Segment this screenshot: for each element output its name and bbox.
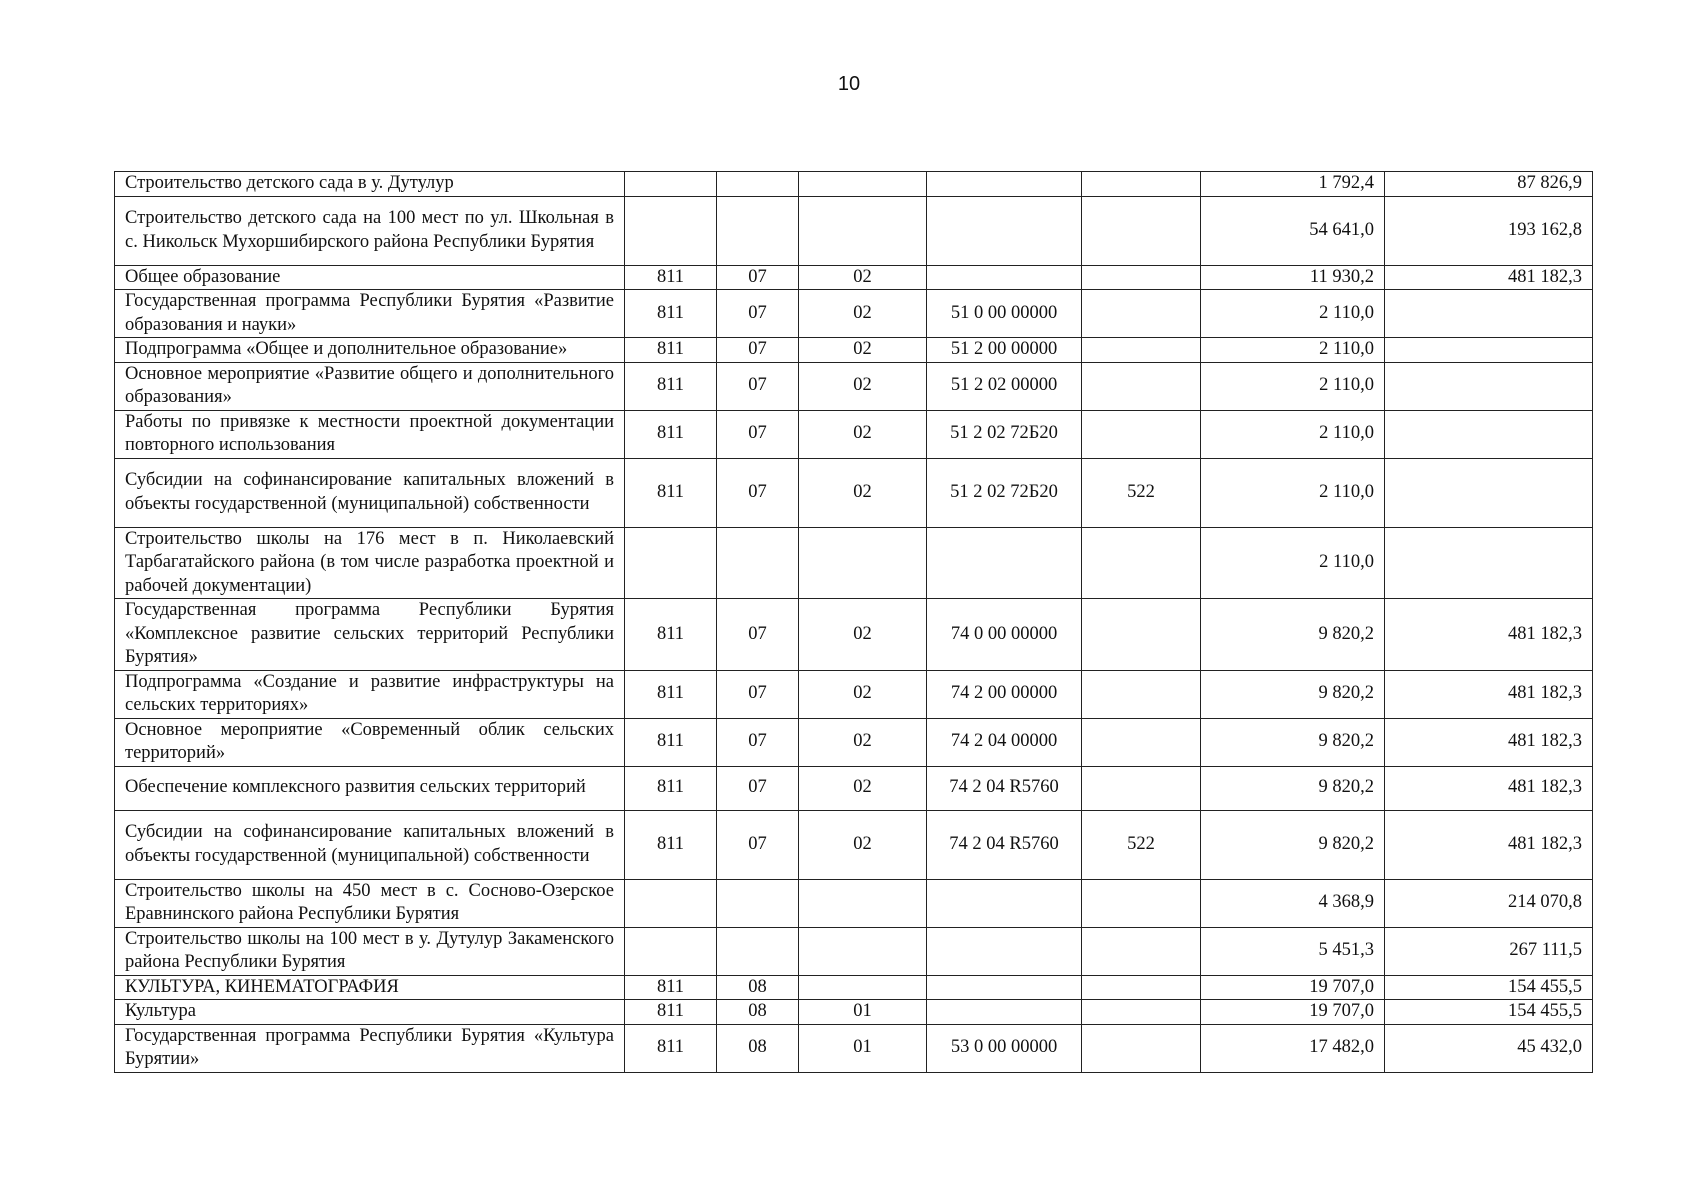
row-section-code: 07 [717,338,799,363]
row-target-article: 53 0 00 00000 [927,1024,1082,1072]
row-section-code: 07 [717,410,799,458]
row-amount-1: 9 820,2 [1201,810,1385,879]
row-amount-1: 54 641,0 [1201,196,1385,265]
row-amount-1: 2 110,0 [1201,362,1385,410]
row-subsection-code [799,927,927,975]
row-expense-type: 522 [1082,810,1201,879]
row-name: КУЛЬТУРА, КИНЕМАТОГРАФИЯ [115,975,625,1000]
row-ministry-code: 811 [625,1000,717,1025]
row-expense-type [1082,1000,1201,1025]
row-subsection-code: 01 [799,1024,927,1072]
row-amount-1: 9 820,2 [1201,718,1385,766]
table-row [115,810,1593,879]
table-row [115,362,1593,410]
row-expense-type [1082,1024,1201,1072]
row-subsection-code: 02 [799,290,927,338]
row-expense-type [1082,879,1201,927]
row-amount-1: 1 792,4 [1201,172,1385,197]
table-row [115,290,1593,338]
row-section-code: 07 [717,458,799,527]
row-subsection-code [799,527,927,599]
row-ministry-code: 811 [625,766,717,810]
row-subsection-code: 02 [799,410,927,458]
row-amount-1: 9 820,2 [1201,599,1385,671]
row-target-article [927,1000,1082,1025]
row-amount-1: 2 110,0 [1201,410,1385,458]
row-amount-1: 5 451,3 [1201,927,1385,975]
table-row [115,172,1593,197]
table-row [115,527,1593,599]
row-target-article [927,172,1082,197]
row-section-code [717,879,799,927]
row-amount-2: 481 182,3 [1385,265,1593,290]
table-row [115,196,1593,265]
row-amount-1: 4 368,9 [1201,879,1385,927]
table-row [115,718,1593,766]
row-name: Государственная программа Республики Бурятия «Развитие образования и науки» [115,290,625,338]
row-section-code: 07 [717,718,799,766]
row-target-article [927,527,1082,599]
row-target-article [927,975,1082,1000]
row-section-code: 08 [717,975,799,1000]
row-amount-2 [1385,410,1593,458]
row-target-article: 51 2 00 00000 [927,338,1082,363]
row-ministry-code [625,172,717,197]
row-ministry-code [625,527,717,599]
row-name: Субсидии на софинансирование капитальных вложений в объекты государственной (муниципальной) собственности [115,458,625,527]
row-section-code: 07 [717,290,799,338]
row-expense-type [1082,362,1201,410]
row-subsection-code: 02 [799,718,927,766]
row-name: Основное мероприятие «Развитие общего и дополнительного образования» [115,362,625,410]
row-name: Работы по привязке к местности проектной документации повторного использования [115,410,625,458]
row-section-code: 07 [717,265,799,290]
row-subsection-code: 02 [799,362,927,410]
row-target-article [927,265,1082,290]
row-expense-type [1082,338,1201,363]
row-expense-type [1082,172,1201,197]
row-section-code: 07 [717,810,799,879]
row-ministry-code: 811 [625,290,717,338]
row-expense-type [1082,196,1201,265]
row-expense-type [1082,410,1201,458]
row-amount-1: 9 820,2 [1201,766,1385,810]
row-ministry-code: 811 [625,265,717,290]
row-amount-2: 481 182,3 [1385,810,1593,879]
table-row [115,1000,1593,1025]
row-target-article: 74 2 04 R5760 [927,766,1082,810]
budget-table-body [115,172,1593,1073]
row-ministry-code: 811 [625,670,717,718]
row-name: Строительство детского сада в у. Дутулур [115,172,625,197]
row-amount-2: 481 182,3 [1385,599,1593,671]
table-row [115,975,1593,1000]
row-amount-1: 9 820,2 [1201,670,1385,718]
row-amount-1: 2 110,0 [1201,527,1385,599]
row-section-code [717,927,799,975]
row-section-code: 08 [717,1024,799,1072]
row-section-code: 07 [717,670,799,718]
row-expense-type [1082,527,1201,599]
row-amount-1: 2 110,0 [1201,290,1385,338]
row-ministry-code: 811 [625,975,717,1000]
budget-table [114,171,1593,1073]
row-expense-type [1082,290,1201,338]
row-amount-1: 19 707,0 [1201,1000,1385,1025]
row-amount-1: 2 110,0 [1201,458,1385,527]
row-subsection-code: 02 [799,766,927,810]
row-name: Общее образование [115,265,625,290]
row-section-code [717,172,799,197]
row-amount-2 [1385,362,1593,410]
row-amount-1: 2 110,0 [1201,338,1385,363]
table-row [115,1024,1593,1072]
row-expense-type [1082,975,1201,1000]
table-row [115,766,1593,810]
table-row [115,879,1593,927]
row-target-article: 74 2 00 00000 [927,670,1082,718]
row-ministry-code: 811 [625,1024,717,1072]
row-subsection-code: 02 [799,265,927,290]
row-amount-2: 154 455,5 [1385,975,1593,1000]
row-section-code: 08 [717,1000,799,1025]
row-name: Строительство школы на 450 мест в с. Сосново-Озерское Еравнинского района Республики Бурятия [115,879,625,927]
row-target-article: 51 0 00 00000 [927,290,1082,338]
row-amount-1: 19 707,0 [1201,975,1385,1000]
row-expense-type [1082,766,1201,810]
table-row [115,927,1593,975]
row-target-article [927,927,1082,975]
row-target-article: 74 2 04 R5760 [927,810,1082,879]
row-expense-type [1082,670,1201,718]
row-subsection-code [799,975,927,1000]
row-subsection-code [799,196,927,265]
row-expense-type [1082,265,1201,290]
row-amount-2: 87 826,9 [1385,172,1593,197]
row-ministry-code: 811 [625,362,717,410]
row-section-code: 07 [717,599,799,671]
row-ministry-code: 811 [625,599,717,671]
row-target-article: 51 2 02 00000 [927,362,1082,410]
row-amount-2: 193 162,8 [1385,196,1593,265]
row-amount-2: 214 070,8 [1385,879,1593,927]
row-amount-2 [1385,338,1593,363]
row-target-article [927,196,1082,265]
row-subsection-code: 01 [799,1000,927,1025]
row-name: Строительство школы на 176 мест в п. Николаевский Тарбагатайского района (в том числе разработка проектной и рабочей документации) [115,527,625,599]
table-row [115,265,1593,290]
row-amount-2 [1385,527,1593,599]
row-name: Подпрограмма «Общее и дополнительное образование» [115,338,625,363]
row-name: Строительство школы на 100 мест в у. Дутулур Закаменского района Республики Бурятия [115,927,625,975]
row-expense-type [1082,927,1201,975]
row-subsection-code: 02 [799,458,927,527]
row-amount-2 [1385,290,1593,338]
row-ministry-code [625,927,717,975]
row-section-code: 07 [717,766,799,810]
row-name: Государственная программа Республики Бурятия «Культура Бурятии» [115,1024,625,1072]
row-target-article [927,879,1082,927]
table-row [115,338,1593,363]
row-subsection-code: 02 [799,810,927,879]
row-target-article: 51 2 02 72Б20 [927,458,1082,527]
row-subsection-code: 02 [799,670,927,718]
row-expense-type [1082,718,1201,766]
row-expense-type [1082,599,1201,671]
row-target-article: 51 2 02 72Б20 [927,410,1082,458]
row-ministry-code: 811 [625,810,717,879]
row-name: Государственная программа Республики Бурятия «Комплексное развитие сельских территорий Республики Бурятия» [115,599,625,671]
row-amount-2: 267 111,5 [1385,927,1593,975]
table-row [115,458,1593,527]
row-name: Основное мероприятие «Современный облик сельских территорий» [115,718,625,766]
row-amount-2: 481 182,3 [1385,670,1593,718]
row-amount-2: 45 432,0 [1385,1024,1593,1072]
table-row [115,670,1593,718]
row-ministry-code [625,879,717,927]
row-target-article: 74 0 00 00000 [927,599,1082,671]
page-number: 10 [837,73,861,95]
row-name: Строительство детского сада на 100 мест по ул. Школьная в с. Никольск Мухоршибирского района Республики Бурятия [115,196,625,265]
row-section-code: 07 [717,362,799,410]
row-target-article: 74 2 04 00000 [927,718,1082,766]
row-amount-2 [1385,458,1593,527]
row-amount-2: 481 182,3 [1385,718,1593,766]
row-subsection-code [799,172,927,197]
row-amount-1: 17 482,0 [1201,1024,1385,1072]
row-name: Обеспечение комплексного развития сельских территорий [115,766,625,810]
row-subsection-code [799,879,927,927]
row-ministry-code: 811 [625,458,717,527]
row-name: Субсидии на софинансирование капитальных вложений в объекты государственной (муниципальной) собственности [115,810,625,879]
row-amount-1: 11 930,2 [1201,265,1385,290]
row-subsection-code: 02 [799,338,927,363]
row-name: Культура [115,1000,625,1025]
row-section-code [717,196,799,265]
row-name: Подпрограмма «Создание и развитие инфраструктуры на сельских территориях» [115,670,625,718]
row-ministry-code: 811 [625,410,717,458]
table-row [115,599,1593,671]
row-subsection-code: 02 [799,599,927,671]
row-ministry-code [625,196,717,265]
row-expense-type: 522 [1082,458,1201,527]
row-ministry-code: 811 [625,338,717,363]
table-row [115,410,1593,458]
row-ministry-code: 811 [625,718,717,766]
row-amount-2: 154 455,5 [1385,1000,1593,1025]
row-section-code [717,527,799,599]
row-amount-2: 481 182,3 [1385,766,1593,810]
